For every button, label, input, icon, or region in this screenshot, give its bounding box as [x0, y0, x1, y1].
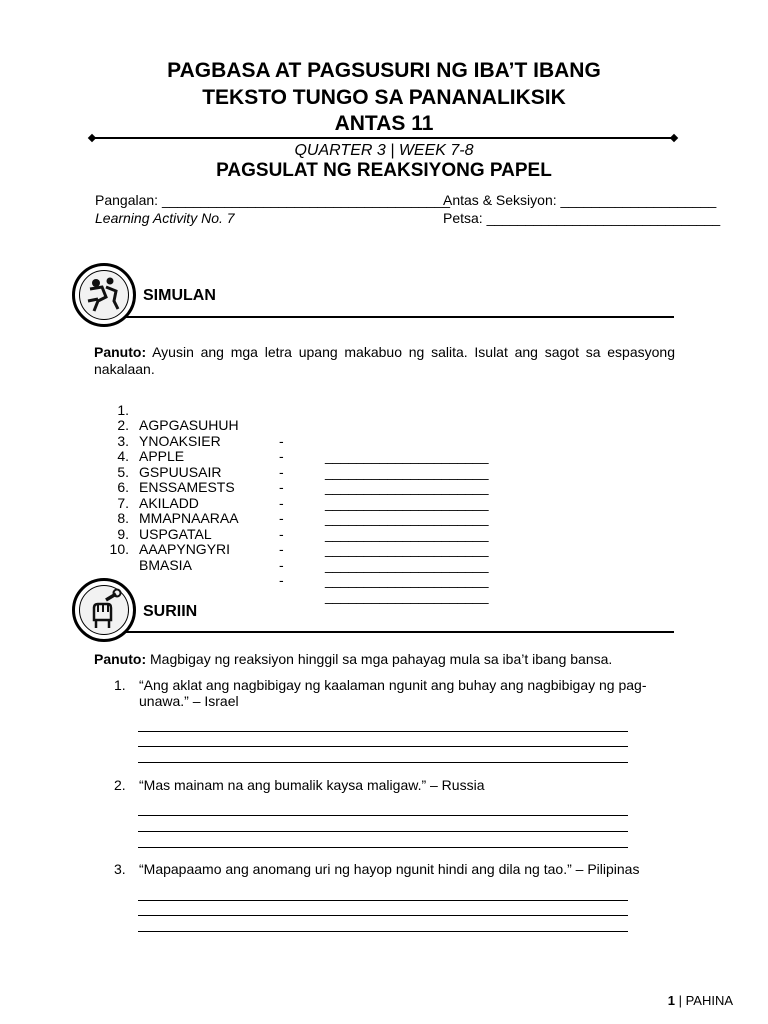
- list-item: 4. GSPUUSAIR - _____________________: [117, 448, 489, 511]
- page-footer: [668, 993, 733, 1008]
- suriin-rule: [110, 631, 674, 633]
- answer-line[interactable]: [138, 831, 628, 832]
- running-figures-icon: [72, 263, 136, 327]
- answer-blank[interactable]: _____________________: [325, 463, 489, 480]
- answer-blank[interactable]: _____________________: [325, 541, 489, 557]
- petsa-field[interactable]: Petsa: ______________________________: [443, 210, 721, 226]
- panuto-label: Panuto:: [94, 344, 147, 360]
- question-text: “Mapapaamo ang anomang uri ng hayop ngunit hindi ang dila ng tao.” – Pilipinas: [139, 861, 640, 877]
- answer-blank[interactable]: _____________________: [325, 448, 489, 464]
- answer-blank[interactable]: _____________________: [325, 572, 489, 588]
- footer-separator: |: [674, 993, 686, 1008]
- answer-line[interactable]: [138, 815, 628, 816]
- list-item: 7. MMAPNAARAA - _____________________: [117, 494, 489, 557]
- question-text: “Mas mainam na ang bumalik kaysa maligaw.” – Russia: [139, 777, 485, 793]
- panuto-text: Ayusin ang mga letra upang makabuo ng salita. Isulat ang sagot sa espasyong nakalaan.: [94, 344, 675, 377]
- fist-wrench-icon: [72, 578, 136, 642]
- question-number: 3.: [114, 861, 126, 877]
- page-subtitle: PAGSULAT NG REAKSIYONG PAPEL: [216, 160, 552, 181]
- panuto-label: Panuto:: [94, 651, 147, 667]
- list-item: 6. AKILADD - _____________________: [117, 479, 489, 542]
- answer-line[interactable]: [138, 915, 628, 916]
- antas-field[interactable]: Antas & Seksiyon: ____________________: [443, 192, 717, 208]
- panuto-text: Magbigay ng reaksiyon hinggil sa mga pahayag mula sa iba’t ibang bansa.: [146, 651, 613, 667]
- answer-blank[interactable]: _____________________: [325, 494, 489, 511]
- quarter-label: QUARTER 3 | WEEK 7-8: [294, 142, 474, 159]
- activity-label: Learning Activity No. 7: [95, 210, 235, 226]
- list-item: 5. ENSSAMESTS - _____________________: [117, 463, 489, 526]
- list-item: 10. BMASIA - _____________________: [109, 541, 489, 604]
- simulan-instructions: [94, 344, 675, 378]
- answer-blank[interactable]: _____________________: [325, 510, 489, 526]
- question-text: “Ang aklat ang nagbibigay ng kaalaman ngunit ang buhay ang nagbibigay ng pag-unawa.” – Israel: [139, 677, 647, 709]
- pangalan-field[interactable]: Pangalan: _____________________________________: [95, 192, 451, 208]
- list-item: 8. USPGATAL - _____________________: [117, 510, 489, 573]
- answer-blank[interactable]: _____________________: [325, 587, 489, 604]
- list-item: 2. YNOAKSIER - _____________________: [117, 417, 489, 480]
- simulan-title: SIMULAN: [143, 287, 216, 304]
- answer-blank[interactable]: _____________________: [325, 556, 489, 573]
- list-item: 1. AGPGASUHUH - _____________________: [117, 401, 489, 464]
- answer-line[interactable]: [138, 762, 628, 763]
- answer-line[interactable]: [138, 746, 628, 747]
- list-item: 3. APPLE - _____________________: [117, 432, 489, 495]
- header-divider: [92, 137, 674, 139]
- answer-line[interactable]: [138, 931, 628, 932]
- list-item: 9. AAAPYNGYRI - _____________________: [117, 525, 489, 588]
- answer-line[interactable]: [138, 731, 628, 732]
- footer-label: PAHINA: [685, 993, 733, 1008]
- question-number: 1.: [114, 677, 126, 693]
- answer-blank[interactable]: _____________________: [325, 525, 489, 542]
- answer-line[interactable]: [138, 847, 628, 848]
- answer-line[interactable]: [138, 900, 628, 901]
- simulan-rule: [110, 316, 674, 318]
- title-line-3: ANTAS 11: [334, 112, 434, 135]
- question-number: 2.: [114, 777, 126, 793]
- suriin-instructions: [94, 651, 694, 668]
- page-number: 1: [667, 993, 675, 1008]
- suriin-title: SURIIN: [143, 603, 198, 620]
- title-line-1: PAGBASA AT PAGSUSURI NG IBA’T IBANG: [167, 59, 601, 82]
- answer-blank[interactable]: _____________________: [325, 479, 489, 495]
- title-line-2: TEKSTO TUNGO SA PANANALIKSIK: [202, 86, 566, 109]
